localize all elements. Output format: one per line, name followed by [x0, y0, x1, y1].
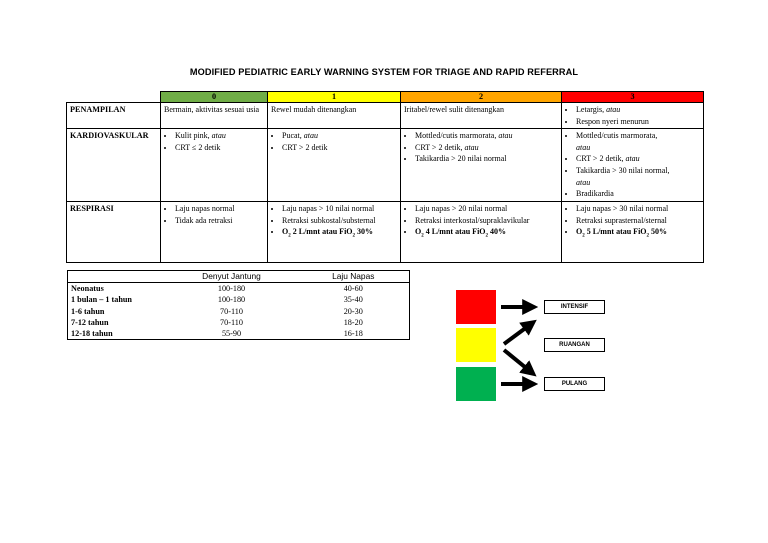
list-item: • Retraksi interkostal/supraklavikular [415, 215, 558, 227]
row-label: PENAMPILAN [67, 103, 161, 129]
list-item: • Pucat, atau [282, 130, 397, 142]
list-item: • Laju napas > 30 nilai normal [576, 203, 700, 215]
intensif-label: INTENSIF [544, 300, 605, 314]
page-title: MODIFIED PEDIATRIC EARLY WARNING SYSTEM FOR TRIAGE AND RAPID REFERRAL [189, 67, 579, 77]
list-item: • Takikardia > 20 nilai normal [415, 153, 558, 165]
resp-rate-header: Laju Napas [298, 271, 410, 283]
list-item: • $O_2$ 2 L/mnt atau FiO$_2$ 30% [282, 226, 397, 242]
list-item: • Retraksi suprasternal/sternal [576, 215, 700, 227]
heart-rate-cell: 55-90 [221, 329, 242, 339]
list-item: • Tidak ada retraksi [175, 215, 264, 227]
list-item: • Retraksi subkostal/substernal [282, 215, 397, 227]
list-item: • Mottled/cutis marmorata, atau [415, 130, 558, 142]
heart-rate-cell: 100-180 [217, 284, 246, 294]
arrow-yellow-to-intensif [504, 324, 531, 344]
list-item: • $O_2$ 4 L/mnt atau FiO$_2$ 40% [415, 226, 558, 242]
list-item: • CRT > 2 detik [282, 142, 397, 154]
list-item: • Laju napas > 20 nilai normal [415, 203, 558, 215]
score-2-header: 2 [401, 92, 562, 103]
age-cell: 12-18 tahun [71, 329, 113, 339]
list-item: • Bradikardia [576, 188, 700, 200]
heart-rate-cell: 70-110 [220, 317, 243, 327]
cell: Rewel mudah ditenangkan [268, 103, 401, 129]
list-item: • Mottled/cutis marmorata, atau [576, 130, 700, 153]
resp-rate-cell: 35-40 [343, 295, 363, 305]
list-item: • Letargis, atau [576, 104, 700, 116]
cell: Iritabel/rewel sulit ditenangkan [401, 103, 562, 129]
resp-rate-cell: 20-30 [343, 306, 363, 316]
resp-rate-cell: 16-18 [343, 329, 363, 339]
age-cell: 1-6 tahun [71, 306, 105, 316]
age-cell: Neonatus [71, 284, 104, 294]
list-item: • Laju napas normal [175, 203, 264, 215]
heart-rate-cell: 100-180 [217, 295, 246, 305]
score-0-header: 0 [161, 92, 268, 103]
resp-rate-cell: 18-20 [343, 317, 363, 327]
list-item: • $O_2$ 5 L/mnt atau FiO$_2$ 50% [576, 226, 700, 242]
row-label: RESPIRASI [67, 202, 161, 263]
list-item: • Kulit pink, atau [175, 130, 264, 142]
row-label: KARDIOVASKULAR [67, 129, 161, 202]
age-cell: 7-12 tahun [71, 317, 109, 327]
resp-rate-cell: 40-60 [343, 284, 363, 294]
arrow-yellow-to-pulang [504, 350, 531, 372]
age-cell: 1 bulan – 1 tahun [71, 295, 132, 305]
score-1-header: 1 [268, 92, 401, 103]
heart-rate-header: Denyut Jantung [166, 271, 298, 283]
list-item: • Respon nyeri menurun [576, 116, 700, 128]
ruangan-label: RUANGAN [544, 338, 605, 352]
list-item: • Takikardia > 30 nilai normal, atau [576, 165, 700, 188]
pulang-label: PULANG [544, 377, 605, 391]
list-item: • CRT > 2 detik, atau [415, 142, 558, 154]
list-item: • CRT > 2 detik, atau [576, 153, 700, 165]
list-item: • CRT ≤ 2 detik [175, 142, 264, 154]
score-3-header: 3 [562, 92, 704, 103]
cell: Bermain, aktivitas sesuai usia [161, 103, 268, 129]
list-item: • Laju napas > 10 nilai normal [282, 203, 397, 215]
heart-rate-cell: 70-110 [220, 306, 243, 316]
